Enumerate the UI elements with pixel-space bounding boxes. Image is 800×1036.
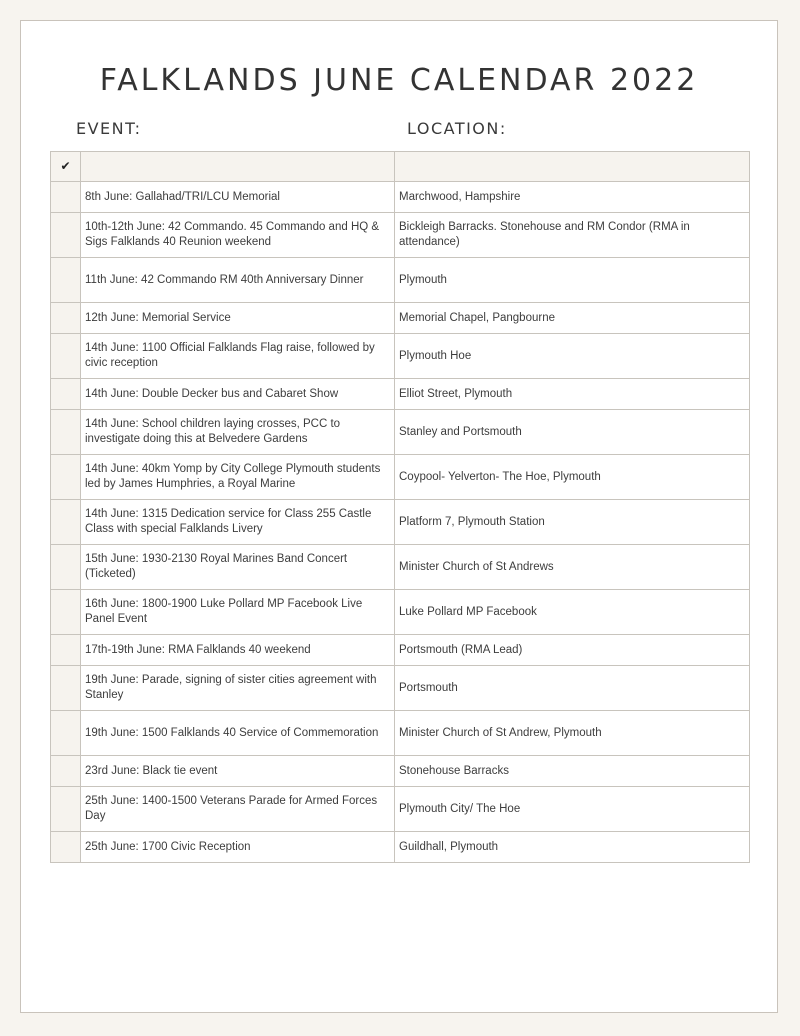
event-cell: 25th June: 1400-1500 Veterans Parade for Armed Forces Day (81, 787, 395, 832)
checkbox-cell[interactable] (51, 545, 81, 590)
location-cell: Elliot Street, Plymouth (395, 379, 750, 410)
event-cell: 8th June: Gallahad/TRI/LCU Memorial (81, 182, 395, 213)
table-row (51, 787, 750, 832)
location-cell: Portsmouth (395, 666, 750, 711)
checkbox-cell[interactable] (51, 756, 81, 787)
event-cell: 16th June: 1800-1900 Luke Pollard MP Facebook Live Panel Event (81, 590, 395, 635)
table-row (51, 182, 750, 213)
location-cell: Portsmouth (RMA Lead) (395, 635, 750, 666)
checkbox-cell[interactable] (51, 182, 81, 213)
table-row (51, 303, 750, 334)
event-cell: 15th June: 1930-2130 Royal Marines Band Concert (Ticketed) (81, 545, 395, 590)
calendar-table (50, 151, 750, 863)
event-cell: 11th June: 42 Commando RM 40th Anniversary Dinner (81, 258, 395, 303)
location-cell: Platform 7, Plymouth Station (395, 500, 750, 545)
table-row (51, 711, 750, 756)
location-cell: Plymouth City/ The Hoe (395, 787, 750, 832)
location-cell: Plymouth Hoe (395, 334, 750, 379)
table-row (51, 635, 750, 666)
table-row (51, 455, 750, 500)
checkbox-cell[interactable] (51, 590, 81, 635)
event-cell: 23rd June: Black tie event (81, 756, 395, 787)
table-row (51, 410, 750, 455)
checkbox-cell[interactable] (51, 303, 81, 334)
event-cell: 14th June: 1100 Official Falklands Flag raise, followed by civic reception (81, 334, 395, 379)
event-cell: 14th June: 40km Yomp by City College Plymouth students led by James Humphries, a Royal Marine (81, 455, 395, 500)
location-cell: Marchwood, Hampshire (395, 182, 750, 213)
event-cell: 19th June: 1500 Falklands 40 Service of Commemoration (81, 711, 395, 756)
checkbox-cell[interactable] (51, 500, 81, 545)
checkbox-cell[interactable] (51, 334, 81, 379)
location-cell: Luke Pollard MP Facebook (395, 590, 750, 635)
calendar-sheet (20, 20, 778, 1013)
location-cell: Stanley and Portsmouth (395, 410, 750, 455)
location-column-label: LOCATION: (407, 119, 507, 138)
location-cell: Plymouth (395, 258, 750, 303)
table-row (51, 213, 750, 258)
table-row (51, 500, 750, 545)
event-cell: 14th June: School children laying crosses, PCC to investigate doing this at Belvedere Gardens (81, 410, 395, 455)
table-row (51, 590, 750, 635)
location-cell: Bickleigh Barracks. Stonehouse and RM Condor (RMA in attendance) (395, 213, 750, 258)
event-cell: 10th-12th June: 42 Commando. 45 Commando and HQ & Sigs Falklands 40 Reunion weekend (81, 213, 395, 258)
table-row (51, 666, 750, 711)
location-cell: Stonehouse Barracks (395, 756, 750, 787)
event-column-label: EVENT: (76, 119, 142, 138)
checkbox-cell[interactable] (51, 711, 81, 756)
checkbox-cell[interactable] (51, 258, 81, 303)
event-cell: 25th June: 1700 Civic Reception (81, 832, 395, 863)
checkmark-icon: ✔ (51, 152, 81, 182)
event-cell: 17th-19th June: RMA Falklands 40 weekend (81, 635, 395, 666)
checkbox-cell[interactable] (51, 635, 81, 666)
event-cell: 14th June: 1315 Dedication service for Class 255 Castle Class with special Falklands Livery (81, 500, 395, 545)
checkbox-cell[interactable] (51, 787, 81, 832)
event-cell: 12th June: Memorial Service (81, 303, 395, 334)
location-header-cell (395, 152, 750, 182)
event-cell: 19th June: Parade, signing of sister cities agreement with Stanley (81, 666, 395, 711)
table-row (51, 545, 750, 590)
table-row (51, 334, 750, 379)
event-header-cell (81, 152, 395, 182)
table-row (51, 379, 750, 410)
location-cell: Memorial Chapel, Pangbourne (395, 303, 750, 334)
checkbox-cell[interactable] (51, 666, 81, 711)
table-row (51, 832, 750, 863)
location-cell: Coypool- Yelverton- The Hoe, Plymouth (395, 455, 750, 500)
page-title: FALKLANDS JUNE CALENDAR 2022 (99, 63, 699, 98)
checkbox-cell[interactable] (51, 379, 81, 410)
checkbox-cell[interactable] (51, 832, 81, 863)
checkbox-cell[interactable] (51, 213, 81, 258)
table-header-row (51, 152, 750, 182)
checkbox-cell[interactable] (51, 410, 81, 455)
checkbox-cell[interactable] (51, 455, 81, 500)
location-cell: Guildhall, Plymouth (395, 832, 750, 863)
table-row (51, 258, 750, 303)
location-cell: Minister Church of St Andrews (395, 545, 750, 590)
location-cell: Minister Church of St Andrew, Plymouth (395, 711, 750, 756)
event-cell: 14th June: Double Decker bus and Cabaret Show (81, 379, 395, 410)
table-row (51, 756, 750, 787)
